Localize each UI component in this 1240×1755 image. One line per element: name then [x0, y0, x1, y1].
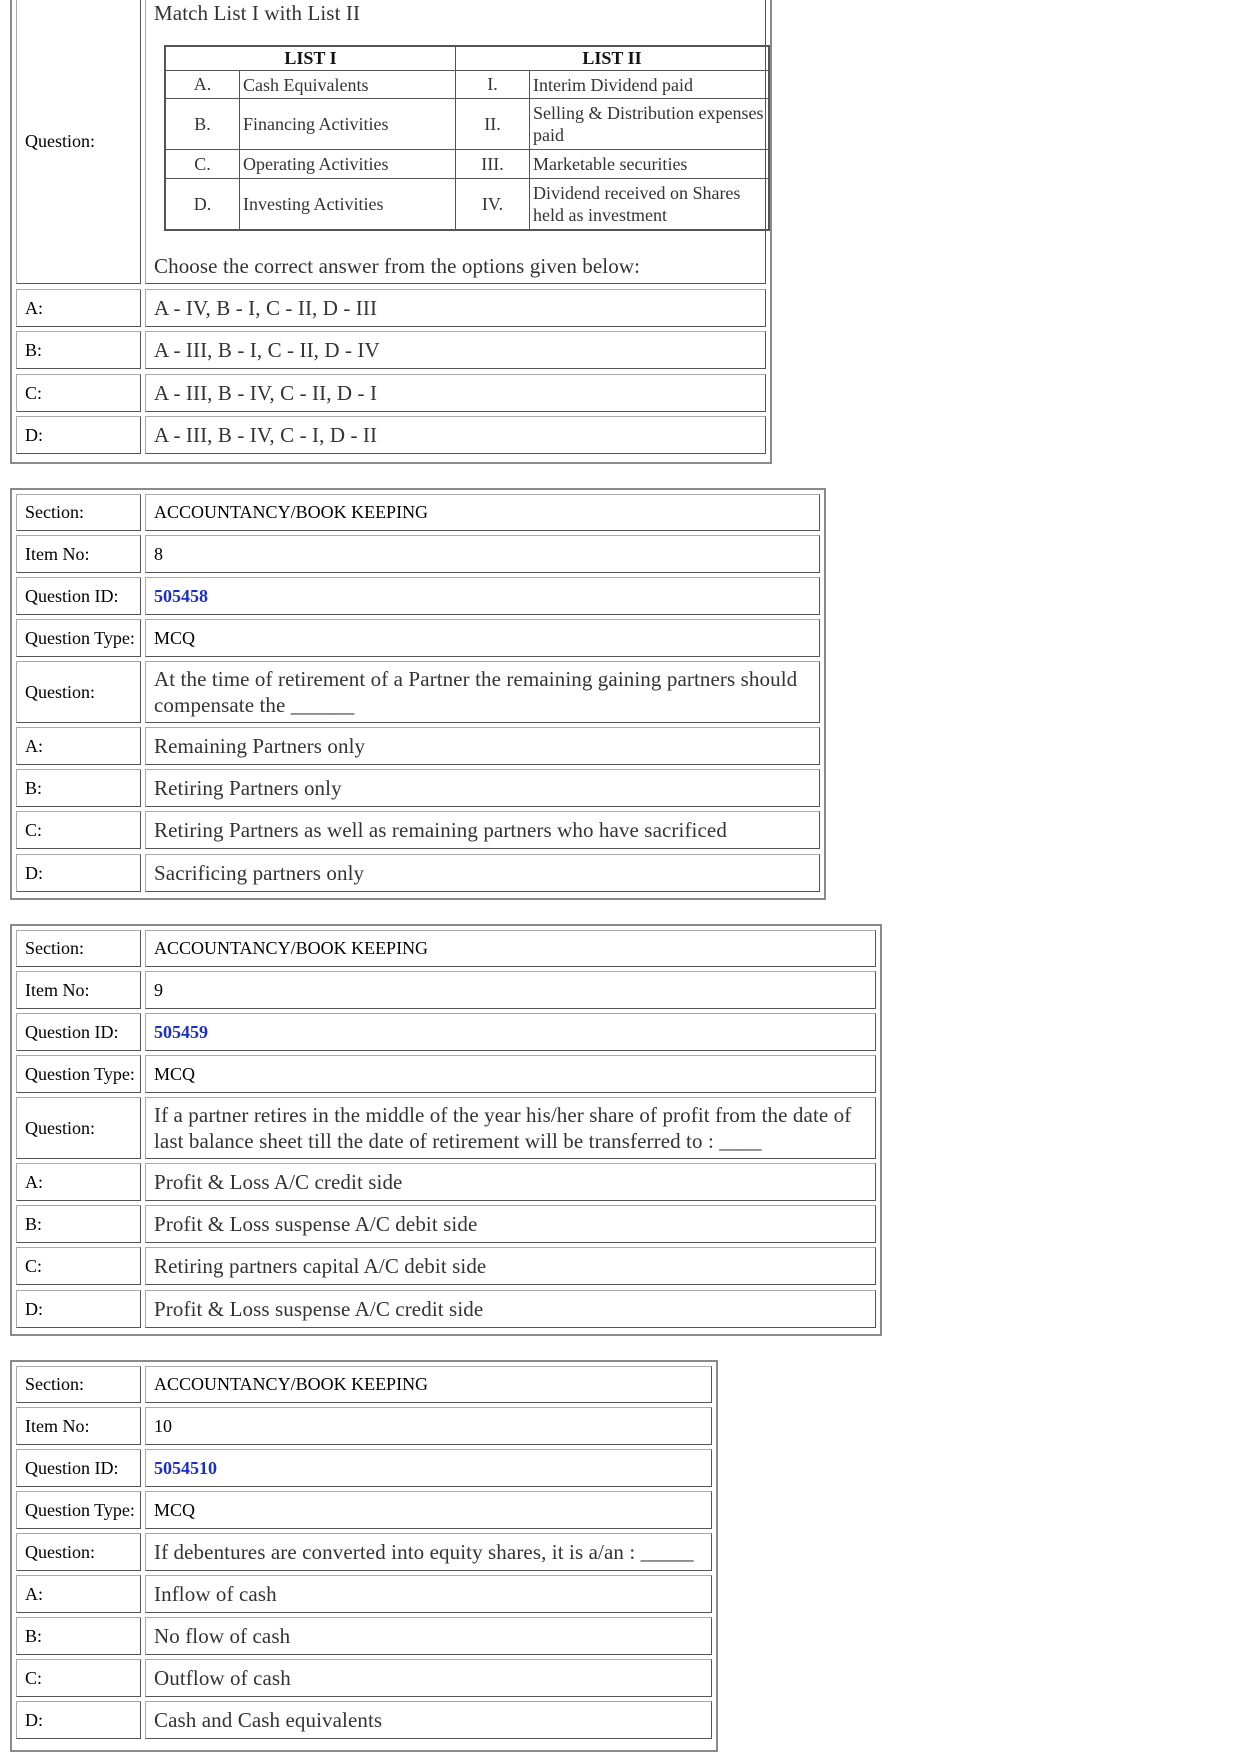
option-label: D:: [16, 1290, 141, 1328]
item-no-row: [16, 971, 876, 1009]
option-label: A:: [16, 1163, 141, 1201]
option-label: B:: [16, 769, 141, 807]
list-1-letter: B.: [166, 99, 240, 150]
option-text: A - III, B - IV, C - I, D - II: [145, 416, 766, 454]
section-value: ACCOUNTANCY/BOOK KEEPING: [145, 930, 876, 967]
option-text: Retiring partners capital A/C debit side: [145, 1247, 876, 1285]
section-label: Section:: [16, 930, 141, 967]
option-row-a: [16, 727, 820, 765]
option-row-a: [16, 289, 766, 327]
question-type-value: MCQ: [145, 1055, 876, 1093]
option-text: No flow of cash: [145, 1617, 712, 1655]
question-block-8: [10, 488, 826, 900]
option-text: Remaining Partners only: [145, 727, 820, 765]
option-row-d: [16, 854, 820, 892]
list-2-item: Marketable securities: [530, 150, 768, 179]
list-1-item: Financing Activities: [240, 99, 456, 150]
list-2-item: Interim Dividend paid: [530, 71, 768, 99]
option-text: Profit & Loss suspense A/C credit side: [145, 1290, 876, 1328]
option-text: Cash and Cash equivalents: [145, 1701, 712, 1739]
list-2-header: LIST II: [456, 47, 768, 71]
question-type-row: [16, 1055, 876, 1093]
option-label: C:: [16, 811, 141, 849]
question-type-value: MCQ: [145, 619, 820, 657]
option-label: B:: [16, 1617, 141, 1655]
item-no-label: Item No:: [16, 971, 141, 1009]
section-row: [16, 494, 820, 531]
question-row: [16, 661, 820, 723]
option-row-a: [16, 1163, 876, 1201]
question-id-row: [16, 577, 820, 615]
option-row-c: [16, 1659, 712, 1697]
option-row-c: [16, 811, 820, 849]
question-label: Question:: [16, 661, 141, 723]
option-row-b: [16, 1617, 712, 1655]
list-1-item: Operating Activities: [240, 150, 456, 179]
option-row-b: [16, 331, 766, 369]
option-text: A - III, B - IV, C - II, D - I: [145, 374, 766, 412]
list-1-item: Cash Equivalents: [240, 71, 456, 99]
list-2-numeral: II.: [456, 99, 530, 150]
question-type-value: MCQ: [145, 1491, 712, 1529]
option-text: Outflow of cash: [145, 1659, 712, 1697]
option-text: A - III, B - I, C - II, D - IV: [145, 331, 766, 369]
question-label: Question:: [16, 0, 141, 284]
question-text: At the time of retirement of a Partner the remaining gaining partners should compensate the ______: [145, 661, 820, 723]
option-label: C:: [16, 1247, 141, 1285]
question-label: Question:: [16, 1533, 141, 1571]
list-2-item: Dividend received on Shares held as investment: [533, 183, 741, 225]
option-row-c: [16, 1247, 876, 1285]
question-type-label: Question Type:: [16, 1491, 141, 1529]
option-label: A:: [16, 727, 141, 765]
question-type-row: [16, 1491, 712, 1529]
item-no-value: 8: [145, 535, 820, 573]
question-intro: Match List I with List II: [154, 1, 361, 25]
section-value: ACCOUNTANCY/BOOK KEEPING: [145, 1366, 712, 1403]
item-no-label: Item No:: [16, 1407, 141, 1445]
item-no-value: 9: [145, 971, 876, 1009]
question-id-label: Question ID:: [16, 1013, 141, 1051]
section-row: [16, 930, 876, 967]
option-text: A - IV, B - I, C - II, D - III: [145, 289, 766, 327]
item-no-row: [16, 1407, 712, 1445]
option-label: B:: [16, 331, 141, 369]
question-choose-prompt: Choose the correct answer from the options given below:: [154, 254, 641, 278]
question-row: [16, 1097, 876, 1159]
option-text: Inflow of cash: [145, 1575, 712, 1613]
question-type-label: Question Type:: [16, 1055, 141, 1093]
section-label: Section:: [16, 494, 141, 531]
question-type-row: [16, 619, 820, 657]
question-id-label: Question ID:: [16, 577, 141, 615]
option-text: Sacrificing partners only: [145, 854, 820, 892]
list-2-numeral: IV.: [456, 179, 530, 229]
option-row-a: [16, 1575, 712, 1613]
list-2-numeral: III.: [456, 150, 530, 179]
item-no-row: [16, 535, 820, 573]
option-text: Profit & Loss A/C credit side: [145, 1163, 876, 1201]
option-label: A:: [16, 289, 141, 327]
section-row: [16, 1366, 712, 1403]
section-value: ACCOUNTANCY/BOOK KEEPING: [145, 494, 820, 531]
match-list-table: [164, 45, 770, 231]
question-block-10: [10, 1360, 718, 1752]
option-label: B:: [16, 1205, 141, 1243]
option-row-d: [16, 1701, 712, 1739]
question-text: If a partner retires in the middle of the year his/her share of profit from the date of last balance sheet till the date of retirement will be transferred to : ____: [145, 1097, 876, 1159]
option-label: C:: [16, 374, 141, 412]
option-label: D:: [16, 854, 141, 892]
list-2-item: Selling & Distribution expenses paid: [530, 99, 768, 150]
item-no-label: Item No:: [16, 535, 141, 573]
option-row-b: [16, 769, 820, 807]
list-1-item: Investing Activities: [240, 179, 456, 229]
list-2-numeral: I.: [456, 71, 530, 99]
question-text: If debentures are converted into equity shares, it is a/an : _____: [145, 1533, 712, 1571]
section-label: Section:: [16, 1366, 141, 1403]
question-block-9: [10, 924, 882, 1336]
question-id-label: Question ID:: [16, 1449, 141, 1487]
question-id-value: 505458: [145, 577, 820, 615]
option-label: C:: [16, 1659, 141, 1697]
option-row-c: [16, 374, 766, 412]
option-row-d: [16, 1290, 876, 1328]
question-label: Question:: [16, 1097, 141, 1159]
option-text: Retiring Partners as well as remaining partners who have sacrificed: [145, 811, 820, 849]
question-id-value: 505459: [145, 1013, 876, 1051]
option-row-d: [16, 416, 766, 454]
option-text: Retiring Partners only: [145, 769, 820, 807]
question-id-row: [16, 1013, 876, 1051]
option-label: D:: [16, 1701, 141, 1739]
option-label: A:: [16, 1575, 141, 1613]
item-no-value: 10: [145, 1407, 712, 1445]
option-text: Profit & Loss suspense A/C debit side: [145, 1205, 876, 1243]
option-row-b: [16, 1205, 876, 1243]
question-type-label: Question Type:: [16, 619, 141, 657]
question-id-row: [16, 1449, 712, 1487]
option-label: D:: [16, 416, 141, 454]
list-1-letter: A.: [166, 71, 240, 99]
question-row: [16, 1533, 712, 1571]
list-1-header: LIST I: [166, 47, 456, 71]
question-id-value: 5054510: [145, 1449, 712, 1487]
list-1-letter: D.: [166, 179, 240, 229]
question-block-7: [10, 0, 772, 464]
list-1-letter: C.: [166, 150, 240, 179]
